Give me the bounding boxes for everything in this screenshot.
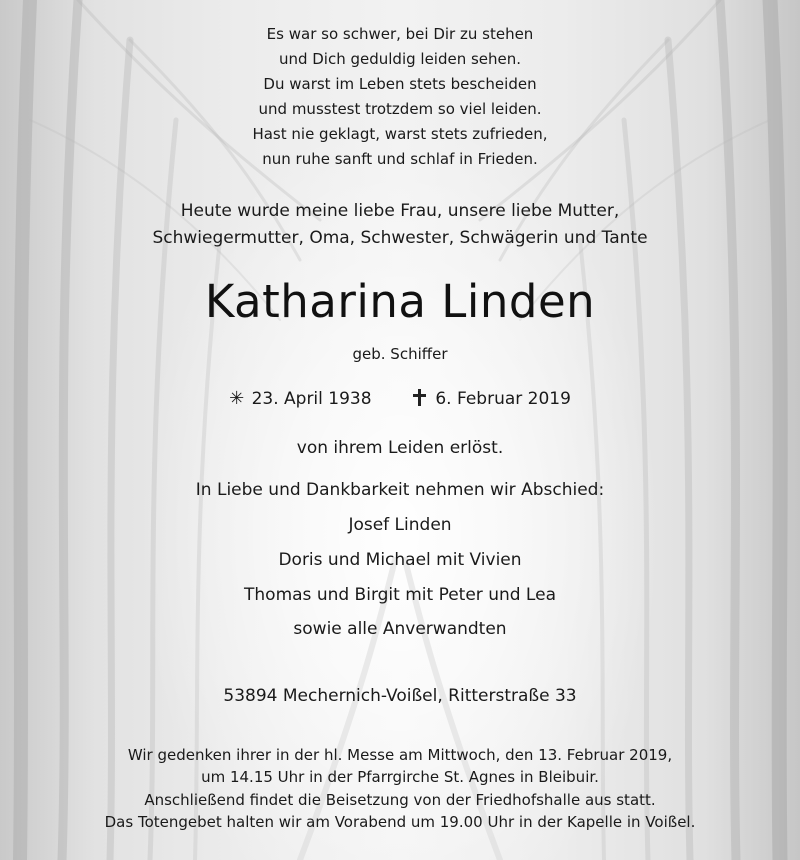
- poem-line: Du warst im Leben stets bescheiden: [263, 75, 537, 93]
- birth-star-icon: ✳: [229, 388, 245, 409]
- mourner-line: Doris und Michael mit Vivien: [278, 550, 522, 570]
- service-notice-line: Wir gedenken ihrer in der hl. Messe am Mittwoch, den 13. Februar 2019,: [127, 746, 673, 764]
- farewell-heading: In Liebe und Dankbarkeit nehmen wir Abschied:: [195, 480, 605, 500]
- deceased-name: Katharina Linden: [204, 275, 596, 328]
- cross-icon: [413, 389, 426, 406]
- service-notice-line: Anschließend findet die Beisetzung von der Friedhofshalle aus statt.: [144, 791, 656, 809]
- released-text: von ihrem Leiden erlöst.: [296, 438, 504, 458]
- poem-line: nun ruhe sanft und schlaf in Frieden.: [262, 150, 538, 168]
- poem-line: und Dich geduldig leiden sehen.: [278, 50, 522, 68]
- death-date-group: [413, 389, 571, 409]
- death-date: 6. Februar 2019: [435, 389, 571, 409]
- birth-date-group: [229, 388, 371, 409]
- mourner-line: Thomas und Birgit mit Peter und Lea: [244, 585, 556, 605]
- address: 53894 Mechernich-Voißel, Ritterstraße 33: [223, 686, 577, 706]
- poem-line: Es war so schwer, bei Dir zu stehen: [266, 25, 534, 43]
- intro-line: Schwiegermutter, Oma, Schwester, Schwägerin und Tante: [152, 228, 648, 248]
- mourner-line: Josef Linden: [348, 515, 452, 535]
- mourner-line: sowie alle Anverwandten: [293, 619, 507, 639]
- intro-line: Heute wurde meine liebe Frau, unsere liebe Mutter,: [180, 201, 620, 221]
- poem-line: und musstest trotzdem so viel leiden.: [258, 100, 542, 118]
- birth-date: 23. April 1938: [251, 389, 372, 409]
- life-dates: [0, 388, 800, 409]
- birth-name: geb. Schiffer: [352, 345, 448, 363]
- service-notice-line: um 14.15 Uhr in der Pfarrgirche St. Agnes in Bleibuir.: [201, 768, 599, 786]
- poem-line: Hast nie geklagt, warst stets zufrieden,: [252, 125, 548, 143]
- service-notice-line: Das Totengebet halten wir am Vorabend um 19.00 Uhr in der Kapelle in Voißel.: [104, 813, 696, 831]
